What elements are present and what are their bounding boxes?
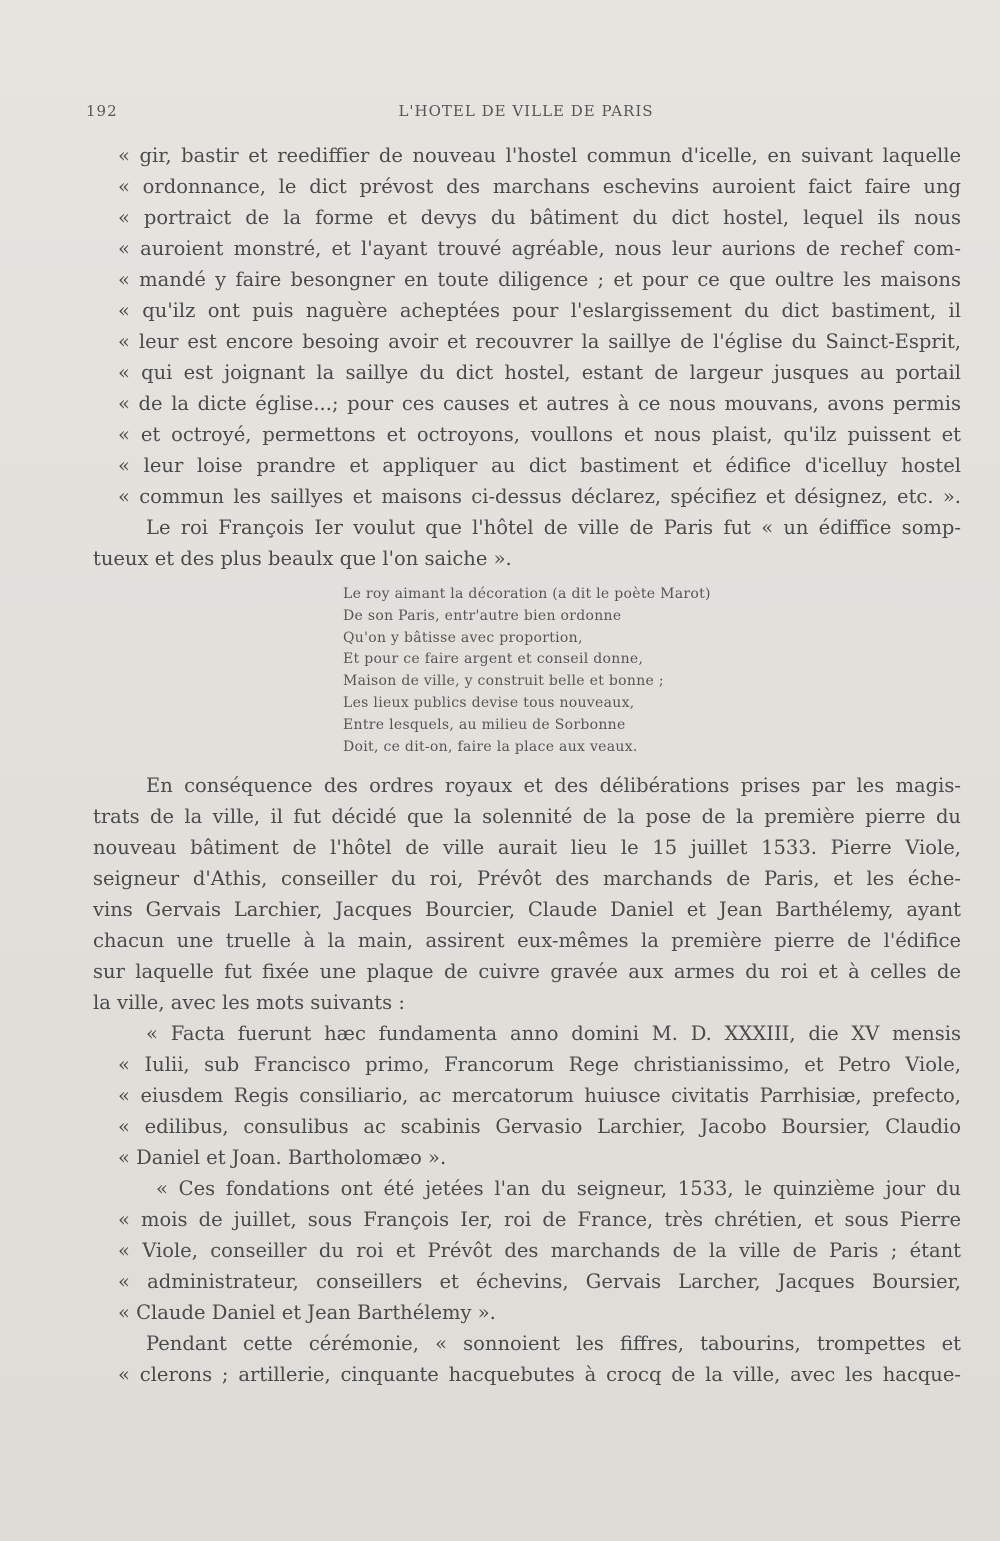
text-line: « Viole, conseiller du roi et Prévôt des marchands de la ville de Paris ; étant xyxy=(118,1239,961,1263)
text-block xyxy=(93,140,961,1390)
text-line: « auroient monstré, et l'ayant trouvé agréable, nous leur aurions de rechef com- xyxy=(118,237,961,260)
text-line: « Claude Daniel et Jean Barthélemy ». xyxy=(118,1301,496,1325)
running-head xyxy=(86,102,966,124)
text-line: « leur est encore besoing avoir et recouvrer la saillye de l'église du Sainct-Esprit, xyxy=(118,330,961,353)
text-line: « edilibus, consulibus ac scabinis Gervasio Larchier, Jacobo Boursier, Claudio xyxy=(118,1115,961,1139)
text-line: « administrateur, conseillers et échevins, Gervais Larcher, Jacques Boursier, xyxy=(118,1270,961,1294)
text-line: « mandé y faire besongner en toute diligence ; et pour ce que oultre les maisons xyxy=(118,268,961,291)
text-line: vins Gervais Larchier, Jacques Bourcier, Claude Daniel et Jean Barthélemy, ayant xyxy=(93,898,961,922)
text-line: trats de la ville, il fut décidé que la solennité de la pose de la première pierre du xyxy=(93,805,961,829)
page-number: 192 xyxy=(86,102,118,120)
verse-line: Entre lesquels, au milieu de Sorbonne xyxy=(343,716,626,733)
text-line: seigneur d'Athis, conseiller du roi, Prévôt des marchands de Paris, et les éche- xyxy=(93,867,961,891)
verse-line: Qu'on y bâtisse avec proportion, xyxy=(343,629,583,646)
text-line: « Ces fondations ont été jetées l'an du seigneur, 1533, le quinzième jour du xyxy=(156,1177,961,1201)
text-line: « Iulii, sub Francisco primo, Francorum Rege christianissimo, et Petro Viole, xyxy=(118,1053,961,1077)
text-line: « et octroyé, permettons et octroyons, voullons et nous plaist, qu'ilz puissent et xyxy=(118,423,961,446)
text-line: « ordonnance, le dict prévost des marchans eschevins auroient faict faire ung xyxy=(118,175,961,198)
text-line: « eiusdem Regis consiliario, ac mercatorum huiusce civitatis Parrhisiæ, prefecto, xyxy=(118,1084,961,1108)
text-line: En conséquence des ordres royaux et des délibérations prises par les magis- xyxy=(146,774,961,798)
paragraph-ceremony xyxy=(93,770,961,1018)
text-line: « portraict de la forme et devys du bâtiment du dict hostel, lequel ils nous xyxy=(118,206,961,229)
text-line: Le roi François Ier voulut que l'hôtel de ville de Paris fut « un édiffice somp- xyxy=(146,516,961,539)
text-line: sur laquelle fut fixée une plaque de cuivre gravée aux armes du roi et à celles de xyxy=(93,960,961,984)
paragraph-francois xyxy=(93,512,961,574)
paragraph-music xyxy=(118,1328,961,1390)
running-title: L'HOTEL DE VILLE DE PARIS xyxy=(398,102,654,120)
text-line: « commun les saillyes et maisons ci-dessus déclarez, spécifiez et désignez, etc. ». xyxy=(118,485,961,508)
text-line: la ville, avec les mots suivants : xyxy=(93,991,405,1015)
paragraph-letters-patent xyxy=(118,140,961,512)
text-line: « mois de juillet, sous François Ier, roi de France, très chrétien, et sous Pierre xyxy=(118,1208,961,1232)
text-line: nouveau bâtiment de l'hôtel de ville aurait lieu le 15 juillet 1533. Pierre Viole, xyxy=(93,836,961,860)
verse-line: Doit, ce dit-on, faire la place aux veaux. xyxy=(343,738,638,755)
verse-line: Le roy aimant la décoration (a dit le poète Marot) xyxy=(343,586,711,602)
text-line: « Daniel et Joan. Bartholomæo ». xyxy=(118,1146,447,1170)
text-line: chacun une truelle à la main, assirent eux-mêmes la première pierre de l'édifice xyxy=(93,929,961,953)
verse-block xyxy=(118,584,961,758)
verse-line: Et pour ce faire argent et conseil donne, xyxy=(343,651,644,668)
paragraph-french-translation xyxy=(118,1173,961,1328)
verse-line: De son Paris, entr'autre bien ordonne xyxy=(343,607,622,624)
text-line: « leur loise prandre et appliquer au dict bastiment et édifice d'icelluy hostel xyxy=(118,454,961,477)
text-line: Pendant cette cérémonie, « sonnoient les fiffres, tabourins, trompettes et xyxy=(146,1332,961,1356)
text-line: « qu'ilz ont puis naguère acheptées pour l'eslargissement du dict bastiment, il xyxy=(118,299,961,322)
verse-line: Les lieux publics devise tous nouveaux, xyxy=(343,694,635,711)
verse-line: Maison de ville, y construit belle et bonne ; xyxy=(343,673,664,690)
text-line: « de la dicte église...; pour ces causes et autres à ce nous mouvans, avons permis xyxy=(118,392,961,415)
text-line: tueux et des plus beaulx que l'on saiche ». xyxy=(93,547,512,570)
paragraph-latin-inscription xyxy=(118,1018,961,1173)
text-line: « gir, bastir et reediffier de nouveau l'hostel commun d'icelle, en suivant laquelle xyxy=(118,144,961,167)
text-line: « clerons ; artillerie, cinquante hacquebutes à crocq de la ville, avec les hacque- xyxy=(118,1363,961,1387)
text-line: « Facta fuerunt hæc fundamenta anno domini M. D. XXXIII, die XV mensis xyxy=(146,1022,961,1046)
text-line: « qui est joignant la saillye du dict hostel, estant de largeur jusques au portail xyxy=(118,361,961,384)
